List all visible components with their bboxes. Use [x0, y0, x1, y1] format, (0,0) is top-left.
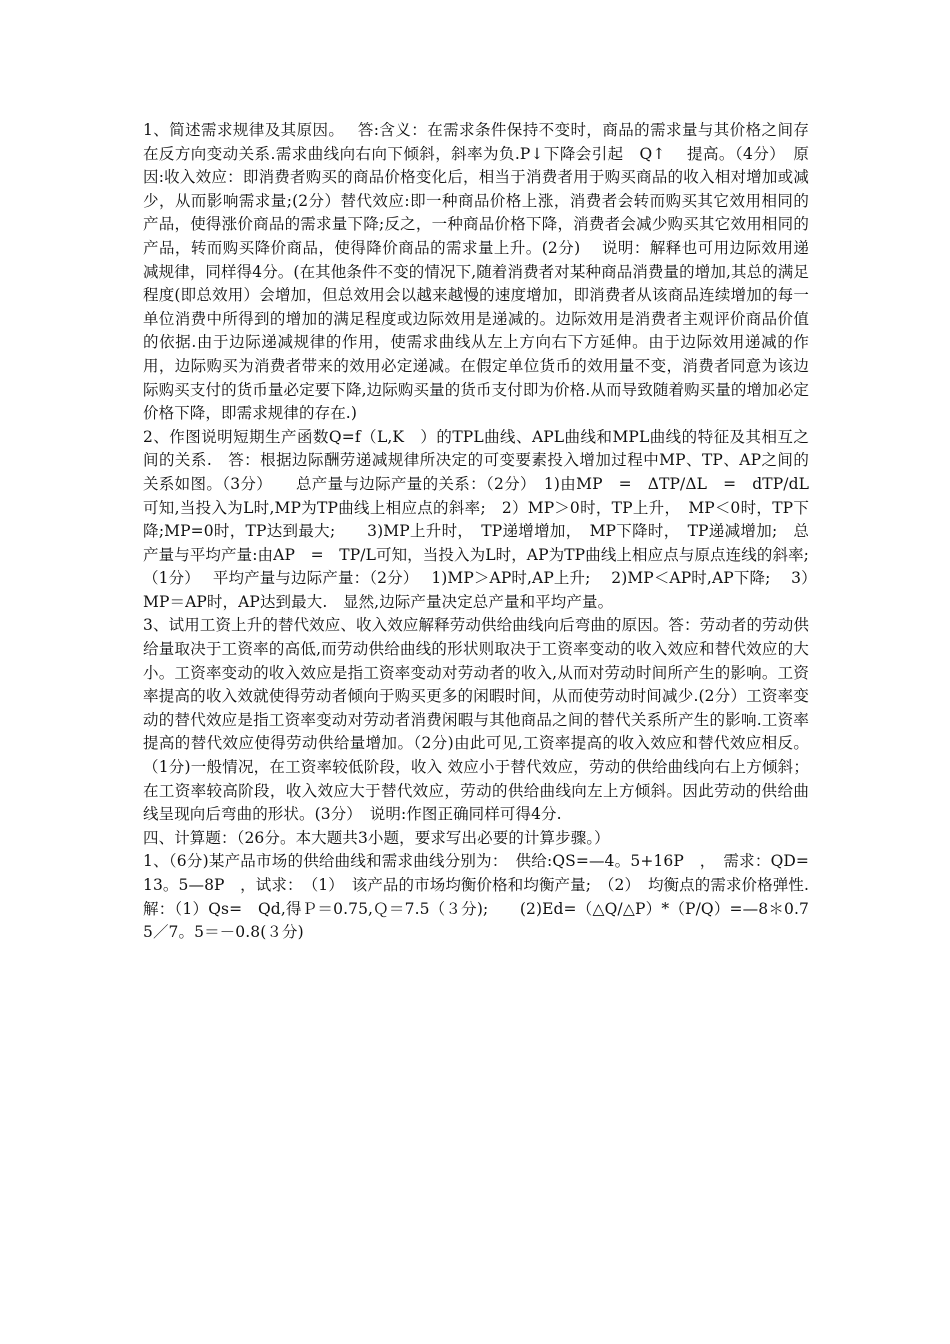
answer-calculation-1: 1、（6分)某产品市场的供给曲线和需求曲线分别为： 供给:QS=—4。5+16P ， 需求：QD=13。5—8P ，试求： （1） 该产品的市场均衡价格和均衡产量; （2） 均衡点的需求价格弹性. 解：（1）Qs= Qd,得Ｐ＝0.75,Ｑ＝7.5（３分); (2)Ed=（△Q/△P）*（P/Q）=—8＊0.75／7。5＝－0.8(３分) [143, 852, 825, 942]
answer-short-run-production: 2、作图说明短期生产函数Q=f（L,K ）的TPL曲线、APL曲线和MPL曲线的特征及其相互之间的关系. 答：根据边际酬劳递减规律所决定的可变要素投入增加过程中MP、TP、AP之间的关系如图。（3分） 总产量与边际产量的关系：（2分） 1)由MP = ΔTP/ΔL = dTP/dL可知,当投入为L时,MP为TP曲线上相应点的斜率; 2）MP＞0时，TP上升， MP＜0时，TP下降;MP=0时，TP达到最大; 3)MP上升时， TP递增增加， MP下降时， TP递减增加; 总产量与平均产量:由AP = TP/L可知，当投入为L时，AP为TP曲线上相应点与原点连线的斜率;（1分） 平均产量与边际产量：（2分） 1)MP＞AP时,AP上升; 2)MP＜AP时,AP下降; 3）MP＝AP时，AP达到最大. 显然,边际产量决定总产量和平均产量。 [143, 427, 809, 611]
answer-demand-law: 1、简述需求规律及其原因。 答:含义：在需求条件保持不变时，商品的需求量与其价格之间存在反方向变动关系.需求曲线向右向下倾斜，斜率为负.P↓下降会引起 Q↑ 提高。（4分） 原因:收入效应：即消费者购买的商品价格变化后，相当于消费者用于购买商品的收入相对增加或减少，从而影响需求量;(2分）替代效应:即一种商品价格上涨，消费者会转而购买其它效用相同的产品，使得涨价商品的需求量下降;反之，一种商品价格下降，消费者会减少购买其它效用相同的产品，转而购买降价商品，使得降价商品的需求量上升。(2分) 说明：解释也可用边际效用递减规律，同样得4分。(在其他条件不变的情况下,随着消费者对某种商品消费量的增加,其总的满足程度(即总效用）会增加，但总效用会以越来越慢的速度增加，即消费者从该商品连续增加的每一单位消费中所得到的增加的满足程度或边际效用是递减的。边际效用是消费者主观评价商品价值的依据.由于边际递减规律的作用，使需求曲线从左上方向右下方延伸。由于边际效用递减的作用，边际购买为消费者带来的效用必定递减。在假定单位货币的效用量不变，消费者同意为该边际购买支付的货币量必定要下降,边际购买量的货币支付即为价格.从而导致随着购买量的增加必定价格下降，即需求规律的存在.) [143, 121, 809, 423]
document-body [143, 119, 825, 945]
answer-labor-supply-curve: 3、试用工资上升的替代效应、收入效应解释劳动供给曲线向后弯曲的原因。答：劳动者的劳动供给量取决于工资率的高低,而劳动供给曲线的形状则取决于工资率变动的收入效应和替代效应的大小。工资率变动的收入效应是指工资率变动对劳动者的收入,从而对劳动时间所产生的影响。工资率提高的收入效就使得劳动者倾向于购买更多的闲暇时间，从而使劳动时间减少.(2分）工资率变动的替代效应是指工资率变动对劳动者消费闲暇与其他商品之间的替代关系所产生的影响.工资率提高的替代效应使得劳动供给量增加。（2分)由此可见,工资率提高的收入效应和替代效应相反。（1分)一般情况，在工资率较低阶段，收入 效应小于替代效应，劳动的供给曲线向右上方倾斜；在工资率较高阶段，收入效应大于替代效应，劳动的供给曲线向左上方倾斜。因此劳动的供给曲线呈现向后弯曲的形状。(3分） 说明:作图正确同样可得4分. [143, 616, 809, 824]
section-heading-calculation: 四、计算题：（26分。本大题共3小题，要求写出必要的计算步骤。） [143, 828, 610, 847]
